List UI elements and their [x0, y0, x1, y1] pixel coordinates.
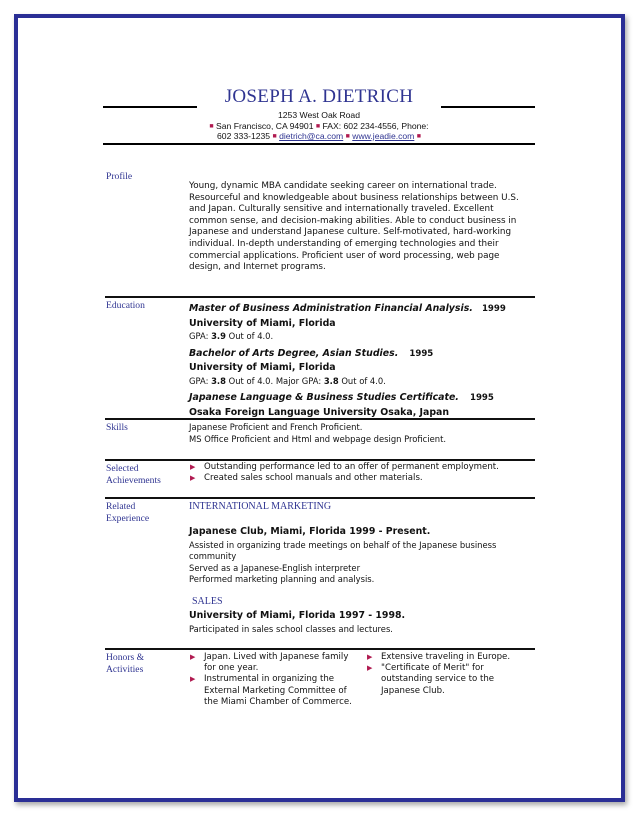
header-rule-bottom [103, 143, 535, 145]
achievement-text: Created sales school manuals and other materials. [204, 473, 423, 484]
job-2-title: University of Miami, Florida 1997 - 1998. [189, 610, 406, 621]
job-1-line: Performed marketing planning and analysis. [189, 574, 375, 585]
job-1-line: community [189, 551, 237, 562]
honor-line: Extensive traveling in Europe. [381, 652, 511, 662]
achievement-text: Outstanding performance led to an offer of permanent employment. [204, 462, 499, 472]
school-3: Osaka Foreign Language University Osaka, Japan [189, 406, 450, 418]
bullet-icon: ■ [209, 123, 214, 130]
gpa-value: 3.8 [211, 375, 226, 386]
triangle-bullet-icon: ▶ [367, 653, 373, 661]
certificate-row [189, 388, 535, 406]
honor-line: External Marketing Committee of [204, 685, 347, 696]
gpa-2 [189, 375, 535, 389]
gpa-mid: Out of 4.0. Major GPA: [228, 375, 322, 386]
skills-title: Skills [106, 422, 128, 433]
education-title: Education [106, 300, 145, 311]
job-2-detail: Participated in sales school classes and lectures. [189, 624, 393, 634]
job-1-details [189, 540, 529, 586]
job-1-title: Japanese Club, Miami, Florida 1999 - Present. [189, 526, 431, 537]
honors-title [106, 652, 186, 676]
triangle-bullet-icon: ▶ [367, 664, 373, 673]
certificate: Japanese Language & Business Studies Certificate. [189, 392, 459, 403]
experience-heading: INTERNATIONAL MARKETING [189, 501, 332, 512]
sales-heading: SALES [192, 596, 223, 607]
address-city: San Francisco, CA 94901 [216, 121, 314, 131]
honor-line: "Certificate of Merit" for [381, 663, 484, 674]
honor-line: Japan. Lived with Japanese family [204, 652, 349, 662]
gpa-rest: Out of 4.0. [228, 331, 274, 341]
skills-list [189, 421, 446, 445]
experience-title [106, 501, 186, 525]
list-item [190, 473, 530, 484]
list-item [190, 652, 370, 674]
address-street: 1253 West Oak Road [277, 110, 360, 120]
triangle-bullet-icon: ▶ [190, 463, 196, 471]
section-rule [105, 418, 535, 420]
honor-line: outstanding service to the [381, 674, 495, 685]
honors-right-list [367, 652, 532, 697]
triangle-bullet-icon: ▶ [190, 474, 196, 483]
triangle-bullet-icon: ▶ [190, 653, 196, 661]
list-item [367, 652, 532, 663]
gpa-rest: Out of 4.0. [341, 375, 386, 386]
address-fax: FAX: 602 234-4556, Phone: [322, 121, 429, 131]
job-1-line: Served as a Japanese-English interpreter [189, 562, 361, 573]
achievements-title [106, 463, 186, 487]
website-link[interactable]: www.jeadie.com [352, 131, 415, 141]
honor-text [204, 674, 352, 708]
honors-left-list [190, 652, 370, 708]
profile-title: Profile [106, 171, 133, 182]
section-rule [105, 648, 535, 650]
school-1: University of Miami, Florida [189, 317, 336, 329]
list-item [190, 674, 370, 708]
profile-text: Young, dynamic MBA candidate seeking career on international trade. Resourceful and knowledgeable about business relationships between U.S. and Japan. Culturally sensitive and internationally traveled. Excellent common sense, and decision-making abilities. Able to conduct business in Japanese and understand Japanese culture. Self-motivated, hard-working individual. In-depth understanding of emerging technologies and their commercial applications. Proficient user of word processing, web page design, and Internet programs. [189, 181, 519, 273]
degree-2: Bachelor of Arts Degree, Asian Studies. [189, 347, 399, 359]
honor-line: Instrumental in organizing the [204, 674, 335, 685]
experience-title-2: Experience [106, 513, 150, 524]
bullet-icon: ■ [272, 133, 277, 140]
major-gpa-value: 3.8 [323, 375, 339, 386]
experience-title-1: Related [106, 501, 136, 512]
bullet-icon: ■ [345, 133, 350, 140]
gpa-value: 3.9 [211, 331, 226, 341]
honor-text [381, 663, 494, 697]
achievements-title-1: Selected [106, 463, 139, 474]
honor-line: Japanese Club. [381, 685, 445, 696]
address-phone: 602 333-1235 [217, 131, 271, 141]
education-block [189, 299, 535, 419]
resume-name: JOSEPH A. DIETRICH [224, 86, 414, 107]
gpa-label: GPA: [189, 375, 209, 386]
honors-title-2: Activities [106, 664, 144, 675]
email-link[interactable]: dietrich@ca.com [279, 131, 344, 141]
degree-2-year: 1995 [409, 348, 434, 359]
degree-1-row [189, 299, 535, 317]
bullet-icon: ■ [416, 133, 421, 140]
list-item [190, 462, 530, 473]
honor-line: the Miami Chamber of Commerce. [204, 696, 352, 707]
address-line-3 [0, 131, 638, 141]
address-line-2 [0, 121, 638, 131]
triangle-bullet-icon: ▶ [190, 675, 196, 684]
skill-2: MS Office Proficient and Html and webpage design Proficient. [189, 434, 447, 444]
job-1-line: Assisted in organizing trade meetings on behalf of the Japanese business [189, 540, 497, 550]
degree-1: Master of Business Administration Financial Analysis. [189, 303, 473, 314]
gpa-label: GPA: [189, 331, 209, 341]
section-rule [105, 459, 535, 461]
achievements-title-2: Achievements [106, 475, 161, 486]
section-rule [105, 497, 535, 499]
certificate-year: 1995 [469, 393, 494, 403]
degree-2-row [189, 344, 535, 362]
list-item [367, 663, 532, 697]
honor-text [381, 652, 510, 663]
section-rule [105, 296, 535, 298]
achievements-list [190, 462, 530, 484]
degree-1-year: 1999 [481, 304, 506, 314]
bullet-icon: ■ [315, 123, 321, 130]
gpa-1 [189, 330, 535, 344]
skill-1: Japanese Proficient and French Proficient. [189, 422, 363, 432]
honor-line: for one year. [204, 663, 259, 674]
honor-text [204, 652, 348, 674]
school-2: University of Miami, Florida [189, 362, 336, 373]
honors-title-1: Honors & [106, 652, 145, 663]
